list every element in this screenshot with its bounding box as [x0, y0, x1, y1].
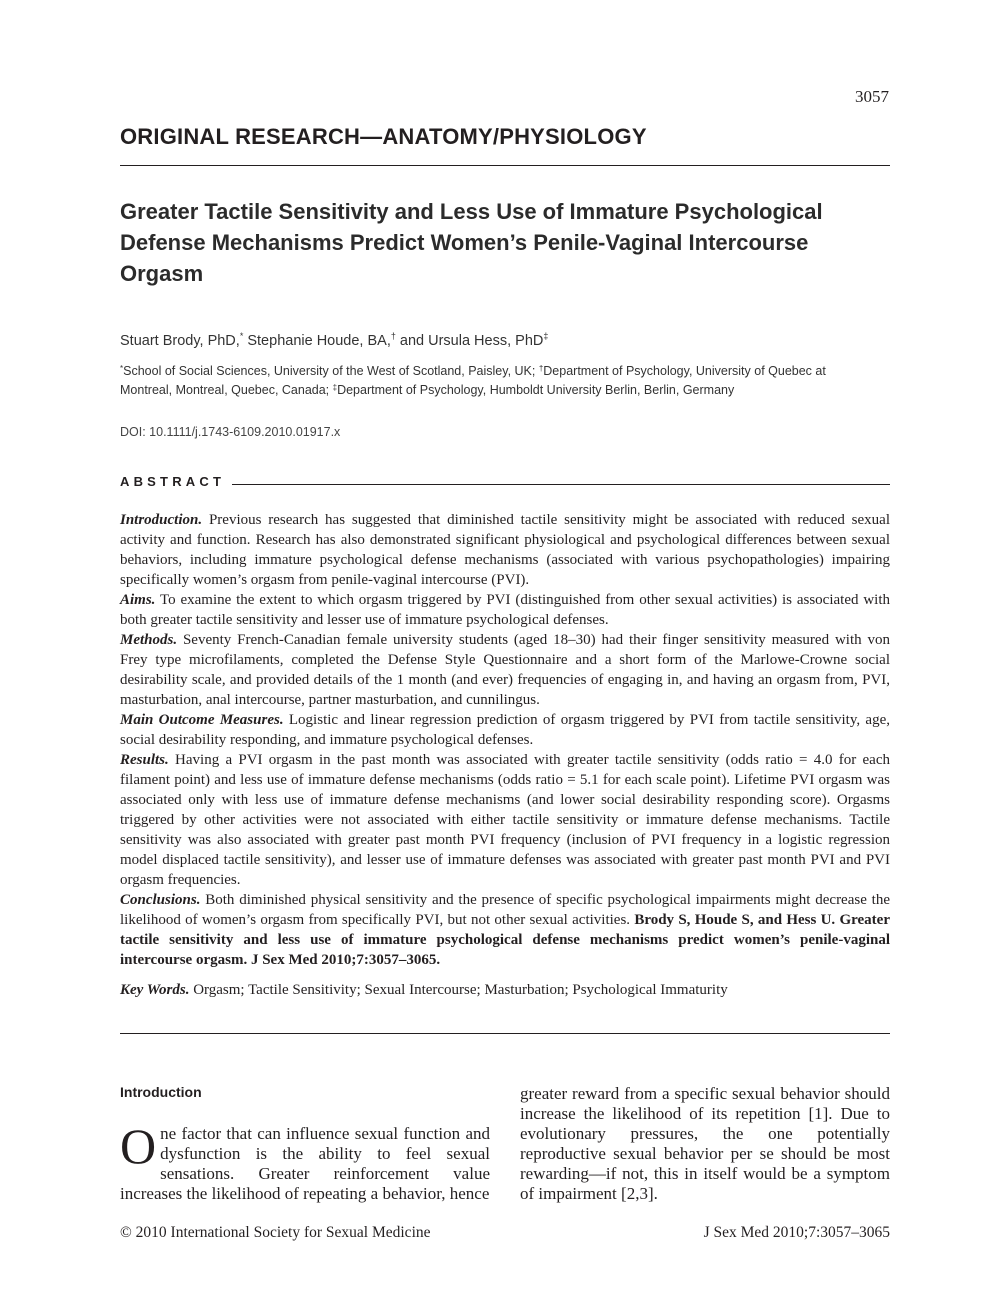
abstract-section-text: Having a PVI orgasm in the past month was associated with greater tactile sensitivity (odds ratio = 4.0 for each filament point) and less use of immature defense mechanisms (odds ratio = 5.1 for each scale point). Lifetime PVI orgasm was associated only with less use of immature defense mechanisms (and lower social desirability responding score). Orgasms triggered by other activities were not associated with either tactile sensitivity or immature defense mechanisms. Tactile sensitivity was also associated with greater past month PVI frequency (inclusion of PVI frequency in a logistic regression model displaced tactile sensitivity), and lesser use of immature defenses was associated with greater past month PVI and PVI orgasm frequencies. [120, 752, 890, 888]
section-label: ORIGINAL RESEARCH—ANATOMY/PHYSIOLOGY [120, 124, 647, 149]
footer-copyright: © 2010 International Society for Sexual Medicine [120, 1224, 431, 1241]
article-title: Greater Tactile Sensitivity and Less Use of Immature Psychological Defense Mechanisms Predict Women’s Penile-Vaginal Intercourse Orgasm [120, 199, 823, 286]
citation: Brody S, Houde S, and Hess U. Greater tactile sensitivity and less use of immature psychological defense mechanisms predict women’s penile-vaginal intercourse orgasm. J Sex Med 2010;7:3057–3065. [120, 912, 890, 968]
abstract-section-text: Previous research has suggested that diminished tactile sensitivity might be associated with reduced sexual activity and function. Research has also demonstrated significant physiological and psychological differences between sexual behaviors, including immature psychological defense mechanisms (associated with various psychopathologies) impairing specifically women’s orgasm from penile-vaginal intercourse (PVI). [120, 512, 890, 588]
affiliation-mark: ‡ [332, 382, 338, 392]
author-name: and Ursula Hess, PhD [399, 333, 544, 349]
body-text: ne factor that can influence sexual function and dysfunction is the ability to feel sexual sensations. Greater reinforcement value increases the likelihood of repeating a behavior, hence [120, 1124, 490, 1203]
abstract-section-label: Results. [120, 752, 169, 768]
affiliation-text: School of Social Sciences, University of the West of Scotland, Paisley, UK; [123, 364, 539, 378]
abstract-end-rule [120, 1033, 890, 1034]
keywords-label: Key Words. [120, 982, 190, 998]
author-mark: * [239, 331, 244, 341]
affiliations [120, 361, 880, 398]
author-list [120, 331, 548, 349]
abstract-paragraph [120, 710, 890, 750]
affiliation-mark: * [120, 364, 124, 373]
drop-cap: O [120, 1118, 157, 1174]
keywords [120, 980, 890, 1000]
doi-link[interactable]: DOI: 10.1111/j.1743-6109.2010.01917.x [120, 425, 341, 439]
author-mark: ‡ [543, 331, 549, 341]
abstract-paragraph [120, 590, 890, 630]
affiliation-text: Department of Psychology, University of Quebec at Montreal, Montreal, Quebec, Canada; [120, 364, 826, 397]
abstract-section-label: Methods. [120, 632, 178, 648]
author-name: Stuart Brody, PhD, [120, 333, 240, 349]
affiliation-mark: † [538, 364, 544, 373]
abstract-body [120, 510, 890, 970]
abstract-section-text: Logistic and linear regression prediction of orgasm triggered by PVI from tactile sensitivity, age, social desirability responding, and immature psychological defenses. [120, 712, 890, 748]
abstract-paragraph [120, 890, 890, 970]
abstract-rule [232, 484, 890, 485]
abstract-paragraph [120, 510, 890, 590]
abstract-section-label: Aims. [120, 592, 156, 608]
abstract-section-text: Both diminished physical sensitivity and the presence of specific psychological impairments might decrease the likelihood of women’s orgasm from specifically PVI, but not other sexual activities. [120, 892, 890, 928]
abstract-heading: ABSTRACT [120, 474, 229, 489]
page-number: 3057 [855, 87, 889, 106]
abstract-paragraph [120, 630, 890, 710]
intro-heading: Introduction [120, 1084, 202, 1100]
author-mark: † [390, 331, 396, 341]
author-name: Stephanie Houde, BA, [247, 333, 391, 349]
body-text: greater reward from a specific sexual behavior should increase the likelihood of its repetition [1]. Due to evolutionary pressures, the one potentially reproductive sexual behavior per se should be most rewarding—if not, this in itself would be a symptom of impairment [2,3]. [520, 1084, 890, 1203]
abstract-section-label: Conclusions. [120, 892, 201, 908]
keywords-list: Orgasm; Tactile Sensitivity; Sexual Intercourse; Masturbation; Psychological Immaturity [189, 982, 728, 998]
abstract-header [120, 474, 890, 494]
body-column-left [120, 1118, 490, 1204]
abstract-paragraph [120, 750, 890, 890]
abstract-section-label: Main Outcome Measures. [120, 712, 284, 728]
body-column-right [520, 1084, 890, 1204]
abstract-section-label: Introduction. [120, 512, 203, 528]
header-rule [120, 165, 890, 166]
abstract-section-text: To examine the extent to which orgasm triggered by PVI (distinguished from other sexual activities) is associated with both greater tactile sensitivity and lesser use of immature psychological defenses. [120, 592, 890, 628]
footer-journal: J Sex Med 2010;7:3057–3065 [703, 1224, 890, 1241]
affiliation-text: Department of Psychology, Humboldt University Berlin, Berlin, Germany [337, 382, 735, 397]
abstract-section-text: Seventy French-Canadian female university students (aged 18–30) had their finger sensitivity measured with von Frey type microfilaments, completed the Defense Style Questionnaire and a short form of the Marlowe-Crowne social desirability scale, and provided details of the 1 month (and ever) frequencies of engaging in, and having an orgasm from, PVI, masturbation, anal intercourse, partner masturbation, and cunnilingus. [120, 632, 890, 708]
